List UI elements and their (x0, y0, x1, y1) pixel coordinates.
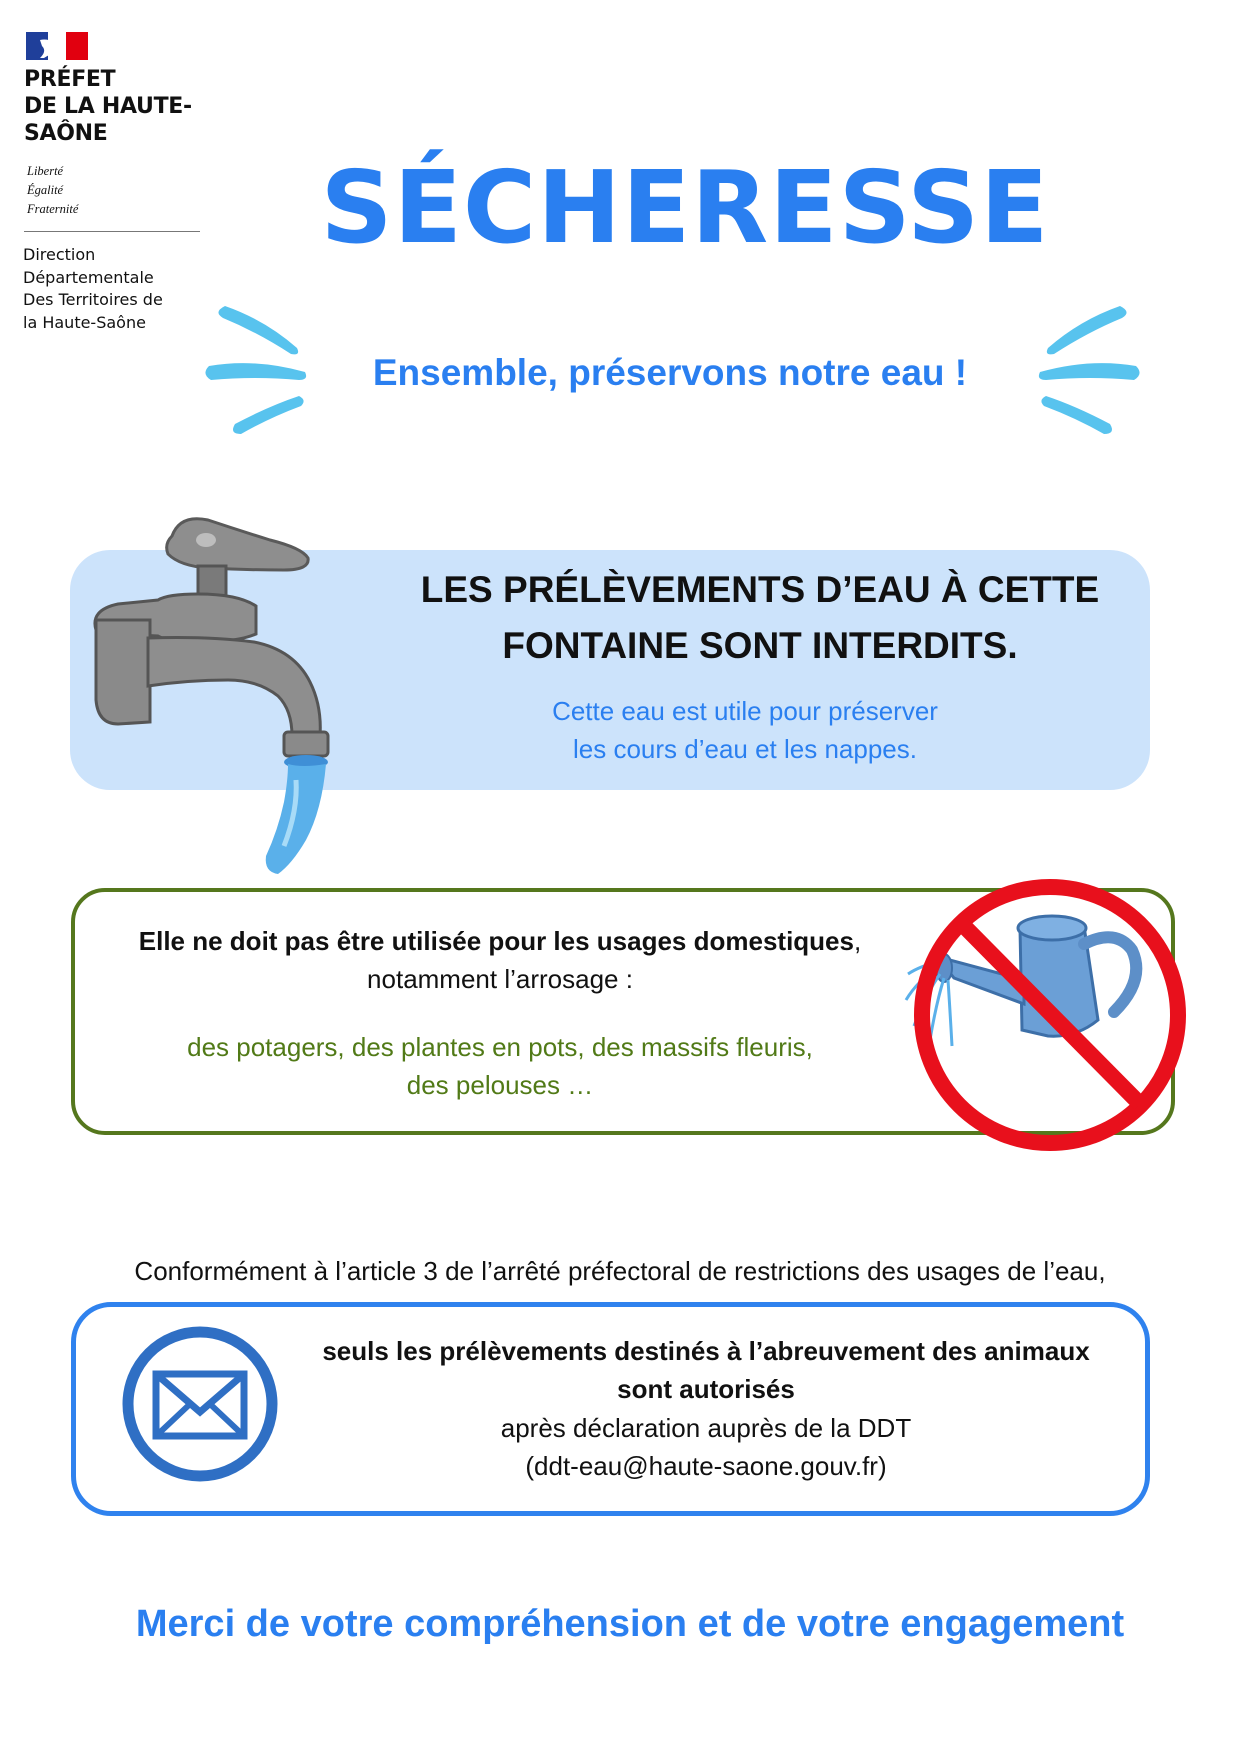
prohibition-icon (900, 870, 1200, 1160)
declaration-text (296, 1409, 1116, 1485)
devise-line: Liberté (27, 164, 64, 178)
panel1-title-line: LES PRÉLÈVEMENTS D’EAU À CETTE (420, 569, 1100, 610)
faucet-icon (88, 510, 368, 880)
direction-line: Direction (23, 245, 96, 264)
subtitle: Ensemble, préservons notre eau ! (372, 352, 968, 393)
watering-example-line: des potagers, des plantes en pots, des massifs fleuris, (187, 1032, 813, 1062)
panel1-title (390, 562, 1130, 674)
page-title: SÉCHERESSE (320, 149, 1050, 266)
direction-line: la Haute-Saône (23, 312, 146, 332)
authorized-line: sont autorisés (617, 1374, 795, 1404)
water-splash-icon (205, 296, 315, 436)
authorized-line: seuls les prélèvements destinés à l’abreuvement des animaux (322, 1336, 1090, 1366)
devise-line: Fraternité (27, 202, 79, 216)
regulation-intro: Conformément à l’article 3 de l’arrêté préfectoral de restrictions des usages de l’eau, (134, 1256, 1106, 1286)
declaration-line: après déclaration auprès de la DDT (500, 1413, 912, 1443)
logo-divider (24, 231, 200, 232)
watering-example-line: des pelouses … (406, 1070, 594, 1100)
panel1-text (450, 692, 1040, 768)
panel1-title-line: FONTAINE SONT INTERDITS. (502, 625, 1018, 666)
domestic-use-comma: , (853, 926, 862, 956)
devise (27, 162, 78, 219)
domestic-use-line (100, 922, 900, 960)
prefet-line: DE LA HAUTE- (24, 94, 192, 119)
domestic-use-text (100, 922, 900, 998)
authorized-text (296, 1332, 1116, 1408)
marianne-flag-icon (26, 32, 88, 60)
direction-line: Départementale (23, 267, 154, 287)
prefet-title (24, 66, 224, 147)
watering-examples (120, 1028, 880, 1104)
thank-you-message: Merci de votre compréhension et de votre engagement (135, 1603, 1125, 1645)
contact-email: (ddt-eau@haute-saone.gouv.fr) (525, 1451, 887, 1481)
direction-line: Des Territoires de (23, 290, 163, 309)
water-splash-icon (1030, 296, 1140, 436)
direction-label (23, 244, 223, 334)
prefet-line: PRÉFET (24, 67, 116, 92)
panel1-text-line: Cette eau est utile pour préserver (552, 696, 938, 726)
domestic-use-bold: Elle ne doit pas être utilisée pour les usages domestiques (138, 926, 854, 956)
envelope-icon (120, 1324, 280, 1484)
watering-line: notamment l’arrosage : (367, 964, 633, 994)
prefet-line: SAÔNE (24, 121, 108, 146)
panel1-text-line: les cours d’eau et les nappes. (573, 734, 917, 764)
devise-line: Égalité (27, 183, 64, 197)
